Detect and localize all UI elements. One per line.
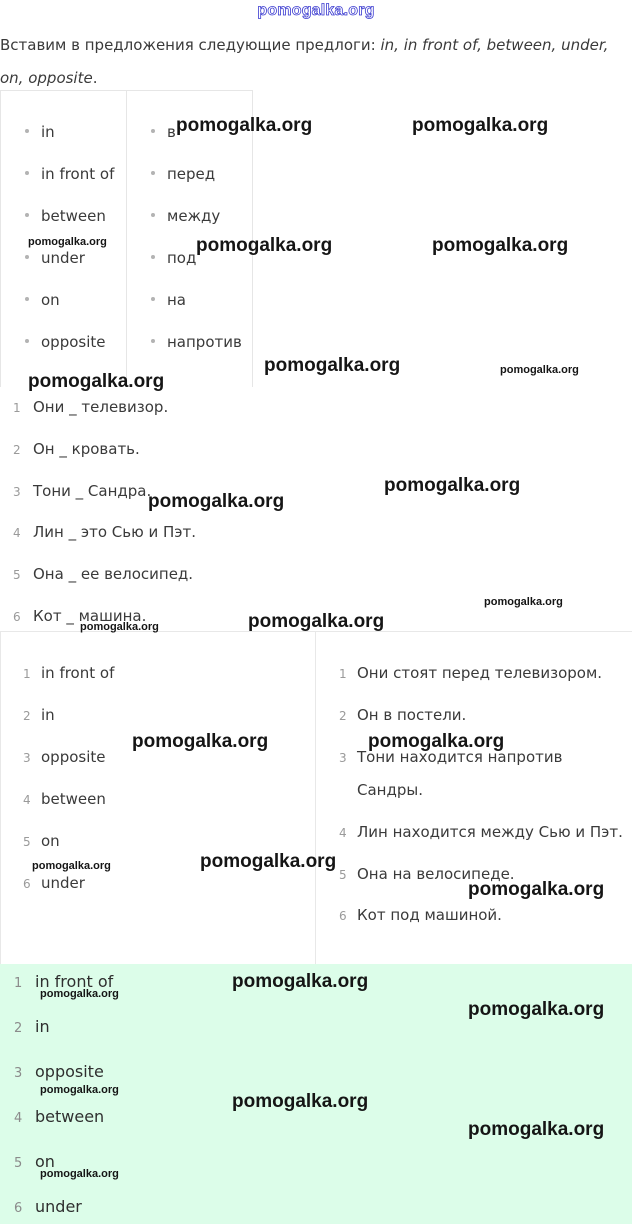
- bullet-icon: [151, 255, 155, 259]
- sentence-item: 6 Кот _ машина.: [13, 607, 147, 625]
- answer-item: 3 Тони находится напротив: [339, 748, 563, 766]
- watermark: pomogalka.org: [40, 1084, 119, 1096]
- bullet-icon: [25, 129, 29, 133]
- bullet-icon: [25, 171, 29, 175]
- bullet-icon: [151, 213, 155, 217]
- watermark: pomogalka.org: [432, 235, 569, 256]
- watermark: pomogalka.org: [40, 1168, 119, 1180]
- watermark: pomogalka.org: [196, 235, 333, 256]
- answer-item: 6 under: [23, 874, 85, 892]
- watermark: pomogalka.org: [368, 731, 505, 752]
- watermark: pomogalka.org: [264, 355, 401, 376]
- watermark: pomogalka.org: [148, 491, 285, 512]
- vocab-item: под: [151, 249, 196, 267]
- answer-item: 3 opposite: [14, 1062, 104, 1081]
- watermark: pomogalka.org: [484, 596, 563, 608]
- sentence-item: 1 Они _ телевизор.: [13, 398, 169, 416]
- bullet-icon: [25, 255, 29, 259]
- vocab-item: opposite: [25, 333, 106, 351]
- vocab-item: in: [25, 123, 55, 141]
- intro-terms-cont: on, opposite: [0, 69, 93, 87]
- vocab-item: under: [25, 249, 85, 267]
- answer-item: 5 on: [23, 832, 60, 850]
- watermark: pomogalka.org: [132, 731, 269, 752]
- vocab-item: in front of: [25, 165, 114, 183]
- watermark: pomogalka.org: [40, 988, 119, 1000]
- answer-item: 6 Кот под машиной.: [339, 906, 502, 924]
- answer-item: 2 in: [23, 706, 55, 724]
- sentence-item: 5 Она _ ее велосипед.: [13, 565, 194, 583]
- bullet-icon: [25, 297, 29, 301]
- answers-panel-left: [0, 631, 316, 965]
- watermark: pomogalka.org: [468, 999, 605, 1020]
- watermark: pomogalka.org: [32, 860, 111, 872]
- intro-terms: in, in front of, between, under,: [380, 36, 609, 54]
- watermark: pomogalka.org: [248, 611, 385, 632]
- vocab-item: на: [151, 291, 186, 309]
- answer-item: 4 Лин находится между Сью и Пэт.: [339, 823, 623, 841]
- bullet-icon: [25, 213, 29, 217]
- vocab-item: перед: [151, 165, 215, 183]
- watermark: pomogalka.org: [232, 1091, 369, 1112]
- bullet-icon: [151, 297, 155, 301]
- intro-end: .: [92, 69, 98, 87]
- answer-item-continuation: Сандры.: [357, 781, 423, 799]
- answer-item: 1 Они стоят перед телевизором.: [339, 664, 603, 682]
- answer-item: 5 on: [14, 1152, 55, 1171]
- bullet-icon: [25, 339, 29, 343]
- watermark: pomogalka.org: [468, 879, 605, 900]
- answer-item: 1 in front of: [14, 972, 114, 991]
- watermark: pomogalka.org: [232, 971, 369, 992]
- answers-panel-right: [315, 631, 632, 965]
- site-header-logo[interactable]: pomogalka.org: [257, 2, 375, 19]
- vocab-item: в: [151, 123, 176, 141]
- answer-item: 2 in: [14, 1017, 50, 1036]
- bullet-icon: [151, 129, 155, 133]
- vocab-item: between: [25, 207, 106, 225]
- answer-item: 4 between: [14, 1107, 105, 1126]
- watermark: pomogalka.org: [28, 236, 107, 248]
- sentence-item: 3 Тони _ Сандра.: [13, 482, 152, 500]
- vocab-item: между: [151, 207, 220, 225]
- sentence-item: 2 Он _ кровать.: [13, 440, 140, 458]
- answer-item: 3 opposite: [23, 748, 106, 766]
- watermark: pomogalka.org: [468, 1119, 605, 1140]
- watermark: pomogalka.org: [28, 371, 165, 392]
- answer-item: 6 under: [14, 1197, 82, 1216]
- intro-text: Вставим в предложения следующие предлоги:: [0, 36, 381, 54]
- bullet-icon: [151, 171, 155, 175]
- watermark: pomogalka.org: [412, 115, 549, 136]
- watermark: pomogalka.org: [500, 364, 579, 376]
- answer-item: 1 in front of: [23, 664, 115, 682]
- answer-item: 5 Она на велосипеде.: [339, 865, 515, 883]
- watermark: pomogalka.org: [384, 475, 521, 496]
- vocab-item: напротив: [151, 333, 242, 351]
- watermark: pomogalka.org: [200, 851, 337, 872]
- vocab-item: on: [25, 291, 60, 309]
- task-intro: [0, 29, 625, 95]
- sentence-item: 4 Лин _ это Сью и Пэт.: [13, 523, 197, 541]
- answer-item: 4 between: [23, 790, 106, 808]
- bullet-icon: [151, 339, 155, 343]
- answer-item: 2 Он в постели.: [339, 706, 467, 724]
- watermark: pomogalka.org: [176, 115, 313, 136]
- watermark: pomogalka.org: [80, 621, 159, 633]
